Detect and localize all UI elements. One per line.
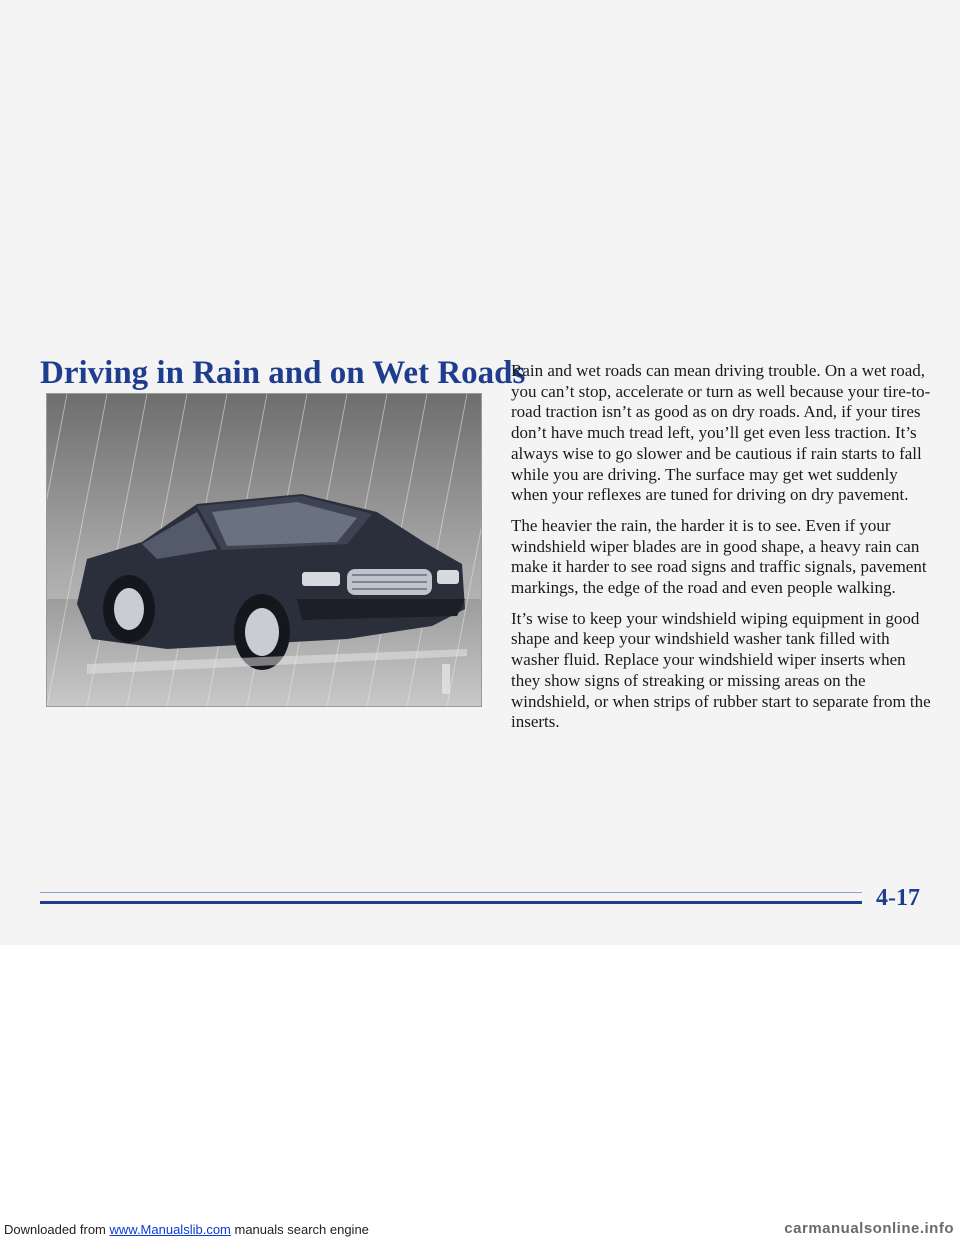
paragraph-rain-traction: Rain and wet roads can mean driving trouble. On a wet road, you can’t stop, accelerate or turn as well because your tire-to-road traction isn’t as good as on dry roads. And, if your tires don’t have much tread left, you’ll get even less traction. It’s always wise to go slower and be cautious if rain starts to fall while you are driving. The surface may get wet suddenly when your reflexes are tuned for driving on dry pavement. bbox=[511, 361, 931, 505]
paragraph-wiper-maintenance: It’s wise to keep your windshield wiping equipment in good shape and keep your windshield washer tank filled with washer fluid. Replace your windshield wiper inserts when they show signs of streaking or missing areas on the windshield, or when strips of rubber start to separate from the inserts. bbox=[511, 608, 931, 732]
watermark: carmanualsonline.info bbox=[784, 1220, 954, 1237]
footer-rule-thick bbox=[40, 901, 862, 904]
manualslib-link[interactable]: www.Manualslib.com bbox=[109, 1222, 231, 1237]
paragraph-visibility: The heavier the rain, the harder it is to see. Even if your windshield wiper blades are in good shape, a heavy rain can make it harder to see road signs and traffic signals, pavement markings, the edge of the road and even people walking. bbox=[511, 515, 927, 598]
download-footer bbox=[4, 1222, 369, 1237]
footer-prefix: Downloaded from bbox=[4, 1222, 110, 1237]
footer-suffix: manuals search engine bbox=[230, 1222, 369, 1237]
body-text bbox=[511, 361, 931, 743]
car-in-rain-illustration bbox=[46, 393, 482, 707]
page-title: Driving in Rain and on Wet Roads bbox=[40, 355, 526, 391]
footer-rule-thin bbox=[40, 892, 862, 893]
car-in-rain-image bbox=[47, 394, 481, 706]
page-number: 4-17 bbox=[876, 885, 920, 911]
